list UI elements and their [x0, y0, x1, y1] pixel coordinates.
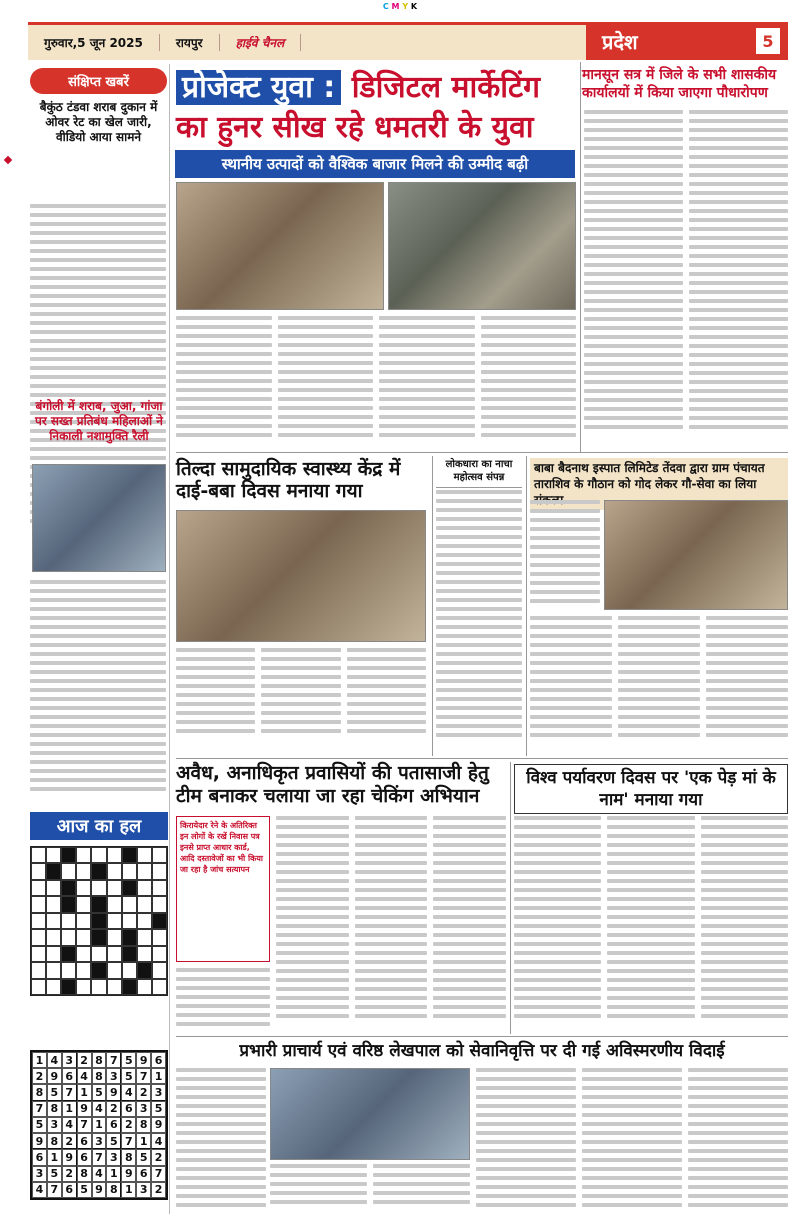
sudoku-cell: 9 — [77, 1101, 92, 1117]
crossword-cell — [137, 962, 152, 978]
crossword-cell — [31, 896, 46, 912]
sudoku-cell: 4 — [77, 1068, 92, 1084]
sudoku-cell: 7 — [151, 1166, 166, 1182]
crossword-cell — [46, 863, 61, 879]
sudoku-cell: 4 — [32, 1182, 47, 1198]
baba-body-2 — [530, 616, 788, 750]
sudoku-cell: 4 — [121, 1084, 136, 1100]
sudoku-cell: 9 — [92, 1182, 107, 1198]
sudoku-cell: 9 — [136, 1052, 151, 1068]
crossword-cell — [107, 962, 122, 978]
masthead-brand: हाईवे चैनल — [220, 34, 302, 51]
sudoku-cell: 5 — [106, 1133, 121, 1149]
crossword-cell — [76, 863, 91, 879]
crossword-cell — [91, 979, 106, 995]
sudoku-cell: 2 — [62, 1166, 77, 1182]
sudoku-cell: 7 — [47, 1182, 62, 1198]
sudoku-cell: 1 — [77, 1084, 92, 1100]
crossword-cell — [31, 913, 46, 929]
crossword-cell — [152, 847, 167, 863]
crossword-cell — [137, 880, 152, 896]
crossword-cell — [46, 979, 61, 995]
sudoku-cell: 7 — [92, 1149, 107, 1165]
sudoku-cell: 5 — [121, 1068, 136, 1084]
sudoku-cell: 9 — [151, 1117, 166, 1133]
crossword-cell — [122, 896, 137, 912]
crossword-cell — [152, 962, 167, 978]
sudoku-cell: 1 — [92, 1117, 107, 1133]
cmyk-y: Y — [402, 2, 409, 11]
crossword-cell — [107, 847, 122, 863]
avaidh-highlight-box: किरायेदार रेने के अतिरिक्त इन लोगों के रखें निवास पत्र इनसे प्राप्त आधार कार्ड, आदि दस्तावेजों का भी किया जा रहा है जांच सत्यापन — [176, 816, 270, 962]
sudoku-cell: 8 — [136, 1117, 151, 1133]
sudoku-cell: 7 — [106, 1052, 121, 1068]
sudoku-cell: 2 — [121, 1117, 136, 1133]
plantation-headline: मानसून सत्र में जिले के सभी शासकीय कार्यालयों में किया जाएगा पौधारोपण — [582, 67, 777, 101]
sudoku-cell: 9 — [106, 1084, 121, 1100]
lead-headline-line1 — [176, 70, 576, 106]
margin-marker — [4, 156, 12, 164]
sudoku-cell: 3 — [62, 1052, 77, 1068]
sudoku-cell: 1 — [151, 1068, 166, 1084]
crossword-cell — [91, 880, 106, 896]
lead-headline-line2: का हुनर सीख रहे धमतरी के युवा — [176, 110, 534, 145]
sudoku-cell: 1 — [106, 1166, 121, 1182]
crossword-cell — [61, 929, 76, 945]
crossword-cell — [61, 896, 76, 912]
story2-headline: बंगोली में शराब, जुआ, गांजा पर सख्त प्रतिबंध महिलाओं ने निकाली नशामुक्ति रैली — [35, 399, 163, 443]
vishwa-body — [514, 816, 788, 1032]
sudoku-cell: 9 — [47, 1068, 62, 1084]
sudoku-cell: 8 — [77, 1166, 92, 1182]
column-rule — [580, 62, 581, 452]
crossword-cell — [122, 929, 137, 945]
sudoku-cell: 2 — [106, 1101, 121, 1117]
masthead-date: गुरुवार,5 जून 2025 — [28, 34, 160, 51]
crossword-cell — [46, 929, 61, 945]
crossword-cell — [46, 847, 61, 863]
sudoku-cell: 7 — [136, 1068, 151, 1084]
prabhari-body-3 — [476, 1068, 788, 1214]
sudoku-cell: 7 — [32, 1101, 47, 1117]
story1-headline: बैकुंठ टंडवा शराब दुकान में ओवर रेट का खेल जारी, वीडियो आया सामने — [39, 100, 158, 144]
sudoku-cell: 5 — [92, 1084, 107, 1100]
crossword-cell — [137, 979, 152, 995]
crossword-cell — [91, 962, 106, 978]
crossword-cell — [152, 863, 167, 879]
baba-headline: बाबा बैदनाथ इस्पात लिमिटेड तेंदवा द्वारा ग्राम पंचायत ताराशिव के गौठान को गोद लेकर गौ-सेवा का लिया — [530, 458, 788, 510]
crossword-cell — [76, 896, 91, 912]
sudoku-cell: 8 — [121, 1149, 136, 1165]
sudoku-cell: 5 — [151, 1101, 166, 1117]
crossword-cell — [61, 962, 76, 978]
crossword-cell — [152, 929, 167, 945]
lead-headline-label: प्रोजेक्ट युवा : — [176, 70, 341, 105]
cmyk-k: K — [410, 2, 418, 11]
prabhari-body-1 — [176, 1068, 266, 1214]
sudoku-cell: 3 — [106, 1149, 121, 1165]
crossword-cell — [107, 880, 122, 896]
rally-photo — [32, 464, 166, 572]
crossword-cell — [61, 863, 76, 879]
section-banner — [586, 22, 788, 60]
farewell-photo — [270, 1068, 470, 1160]
crossword-cell — [76, 847, 91, 863]
crossword-cell — [107, 929, 122, 945]
crossword-cell — [46, 896, 61, 912]
crossword-cell — [91, 896, 106, 912]
crossword-cell — [137, 863, 152, 879]
sudoku-cell: 4 — [92, 1101, 107, 1117]
sudoku-cell: 6 — [62, 1068, 77, 1084]
crossword-cell — [152, 913, 167, 929]
crossword-cell — [76, 929, 91, 945]
masthead-info — [28, 22, 586, 60]
lead-subtitle: स्थानीय उत्पादों को वैश्विक बाजार मिलने की उम्मीद बढ़ी — [175, 150, 575, 178]
crossword-cell — [152, 880, 167, 896]
sudoku-cell: 7 — [77, 1117, 92, 1133]
masthead-city: रायपुर — [160, 34, 220, 51]
crossword-cell — [91, 913, 106, 929]
crossword-cell — [76, 913, 91, 929]
section-rule-1 — [176, 452, 788, 453]
crossword-cell — [61, 913, 76, 929]
crossword-cell — [107, 913, 122, 929]
crossword-cell — [46, 962, 61, 978]
crossword-cell — [152, 946, 167, 962]
crossword-cell — [31, 979, 46, 995]
prabhari-headline: प्रभारी प्राचार्य एवं वरिष्ठ लेखपाल को सेवानिवृत्ति पर दी गई अविस्मरणीय विदाई — [239, 1041, 725, 1061]
sudoku-cell: 1 — [62, 1101, 77, 1117]
sudoku-cell: 8 — [47, 1101, 62, 1117]
sudoku-cell: 4 — [47, 1052, 62, 1068]
sudoku-cell: 1 — [121, 1182, 136, 1198]
column-rule-2 — [432, 456, 433, 756]
left-column — [28, 64, 170, 1214]
crossword-cell — [31, 962, 46, 978]
sudoku-cell: 3 — [106, 1068, 121, 1084]
sudoku-cell: 3 — [136, 1101, 151, 1117]
lead-body — [176, 316, 576, 446]
sudoku-cell: 3 — [151, 1084, 166, 1100]
page-number: 5 — [756, 28, 780, 54]
crossword-cell — [91, 946, 106, 962]
sudoku-cell: 5 — [136, 1149, 151, 1165]
brief-header: संक्षिप्त खबरें — [30, 68, 167, 94]
plantation-body — [584, 110, 788, 448]
sudoku-cell: 6 — [121, 1101, 136, 1117]
crossword-cell — [137, 946, 152, 962]
lead-headline-main: डिजिटल मार्केटिंग — [351, 70, 541, 105]
sudoku-cell: 6 — [151, 1052, 166, 1068]
sudoku-cell: 3 — [47, 1117, 62, 1133]
lead-photo-classroom — [176, 182, 384, 310]
crossword-cell — [91, 863, 106, 879]
crossword-cell — [31, 847, 46, 863]
sudoku-cell: 6 — [62, 1182, 77, 1198]
sudoku-cell: 4 — [151, 1133, 166, 1149]
crossword-cell — [76, 962, 91, 978]
crossword-cell — [76, 880, 91, 896]
crossword-cell — [91, 847, 106, 863]
sudoku-cell: 9 — [121, 1166, 136, 1182]
lokdhara-headline: लोकधारा का नाचा महोत्सव संपन्न — [436, 458, 522, 488]
sudoku-cell: 2 — [62, 1133, 77, 1149]
sudoku-cell: 7 — [62, 1084, 77, 1100]
sudoku-cell: 6 — [32, 1149, 47, 1165]
tilda-body — [176, 648, 426, 748]
avaidh-body-1 — [176, 968, 270, 1032]
sudoku-cell: 6 — [136, 1166, 151, 1182]
tilda-headline: तिल्दा सामुदायिक स्वास्थ्य केंद्र में दाई-बबा दिवस मनाया गया — [176, 458, 401, 502]
crossword-cell — [152, 896, 167, 912]
crossword-cell — [61, 880, 76, 896]
column-rule-4 — [510, 762, 511, 1034]
cmyk-m: M — [391, 2, 400, 11]
crossword-cell — [122, 979, 137, 995]
sudoku-cell: 8 — [106, 1182, 121, 1198]
lokdhara-body — [436, 490, 522, 750]
sudoku-cell: 9 — [32, 1133, 47, 1149]
crossword-cell — [61, 979, 76, 995]
sudoku-cell: 1 — [47, 1149, 62, 1165]
section-title: प्रदेश — [602, 29, 638, 54]
sudoku-cell: 2 — [136, 1084, 151, 1100]
sudoku-cell: 5 — [47, 1166, 62, 1182]
sudoku-cell: 3 — [92, 1133, 107, 1149]
crossword-cell — [76, 979, 91, 995]
sudoku-cell: 4 — [62, 1117, 77, 1133]
sudoku-cell: 6 — [106, 1117, 121, 1133]
sudoku-cell: 5 — [77, 1182, 92, 1198]
sudoku-cell: 8 — [32, 1084, 47, 1100]
masthead — [28, 22, 788, 60]
crossword-cell — [91, 929, 106, 945]
column-rule-3 — [526, 456, 527, 756]
baba-body-1 — [530, 500, 600, 610]
crossword-grid — [30, 846, 168, 996]
sudoku-cell: 7 — [121, 1133, 136, 1149]
sudoku-cell: 2 — [151, 1182, 166, 1198]
gauthan-photo — [604, 500, 788, 610]
prabhari-body-2 — [270, 1164, 470, 1214]
crossword-cell — [107, 946, 122, 962]
lead-photo-training — [388, 182, 576, 310]
sudoku-cell: 2 — [32, 1068, 47, 1084]
crossword-cell — [46, 880, 61, 896]
sudoku-cell: 2 — [77, 1052, 92, 1068]
sudoku-cell: 8 — [47, 1133, 62, 1149]
vishwa-headline: विश्व पर्यावरण दिवस पर 'एक पेड़ मां के नाम' मनाया गया — [514, 764, 788, 814]
crossword-cell — [31, 946, 46, 962]
sudoku-cell: 1 — [136, 1133, 151, 1149]
crossword-cell — [76, 946, 91, 962]
crossword-cell — [61, 946, 76, 962]
section-rule-2 — [176, 758, 788, 759]
crossword-cell — [122, 913, 137, 929]
tilda-photo — [176, 510, 426, 642]
aaj-ka-hal-header: आज का हल — [30, 812, 168, 840]
section-rule-3 — [176, 1036, 788, 1037]
crossword-cell — [137, 896, 152, 912]
sudoku-cell: 3 — [32, 1166, 47, 1182]
sudoku-cell: 5 — [121, 1052, 136, 1068]
sudoku-cell: 5 — [47, 1084, 62, 1100]
sudoku-cell: 2 — [151, 1149, 166, 1165]
crossword-cell — [31, 863, 46, 879]
cmyk-registration — [0, 2, 800, 11]
sudoku-cell: 8 — [92, 1068, 107, 1084]
cmyk-c: C — [382, 2, 389, 11]
avaidh-headline: अवैध, अनाधिकृत प्रवासियों की पतासाजी हेतु टीम बनाकर चलाया जा रहा चेकिंग अभियान — [176, 762, 489, 807]
crossword-cell — [46, 946, 61, 962]
sudoku-cell: 4 — [92, 1166, 107, 1182]
crossword-cell — [107, 863, 122, 879]
crossword-cell — [46, 913, 61, 929]
crossword-cell — [122, 863, 137, 879]
sudoku-cell: 9 — [62, 1149, 77, 1165]
sudoku-cell: 5 — [32, 1117, 47, 1133]
crossword-cell — [107, 896, 122, 912]
crossword-cell — [137, 847, 152, 863]
crossword-cell — [122, 880, 137, 896]
crossword-cell — [122, 847, 137, 863]
crossword-cell — [122, 962, 137, 978]
crossword-cell — [31, 880, 46, 896]
sudoku-cell: 1 — [32, 1052, 47, 1068]
sudoku-grid — [30, 1050, 168, 1200]
sudoku-cell: 6 — [77, 1149, 92, 1165]
story2-body — [30, 580, 166, 805]
sudoku-cell: 6 — [77, 1133, 92, 1149]
crossword-cell — [122, 946, 137, 962]
crossword-cell — [31, 929, 46, 945]
avaidh-body-2 — [276, 816, 506, 1032]
crossword-cell — [61, 847, 76, 863]
crossword-cell — [137, 913, 152, 929]
crossword-cell — [152, 979, 167, 995]
sudoku-cell: 3 — [136, 1182, 151, 1198]
crossword-cell — [137, 929, 152, 945]
sudoku-cell: 8 — [92, 1052, 107, 1068]
crossword-cell — [107, 979, 122, 995]
